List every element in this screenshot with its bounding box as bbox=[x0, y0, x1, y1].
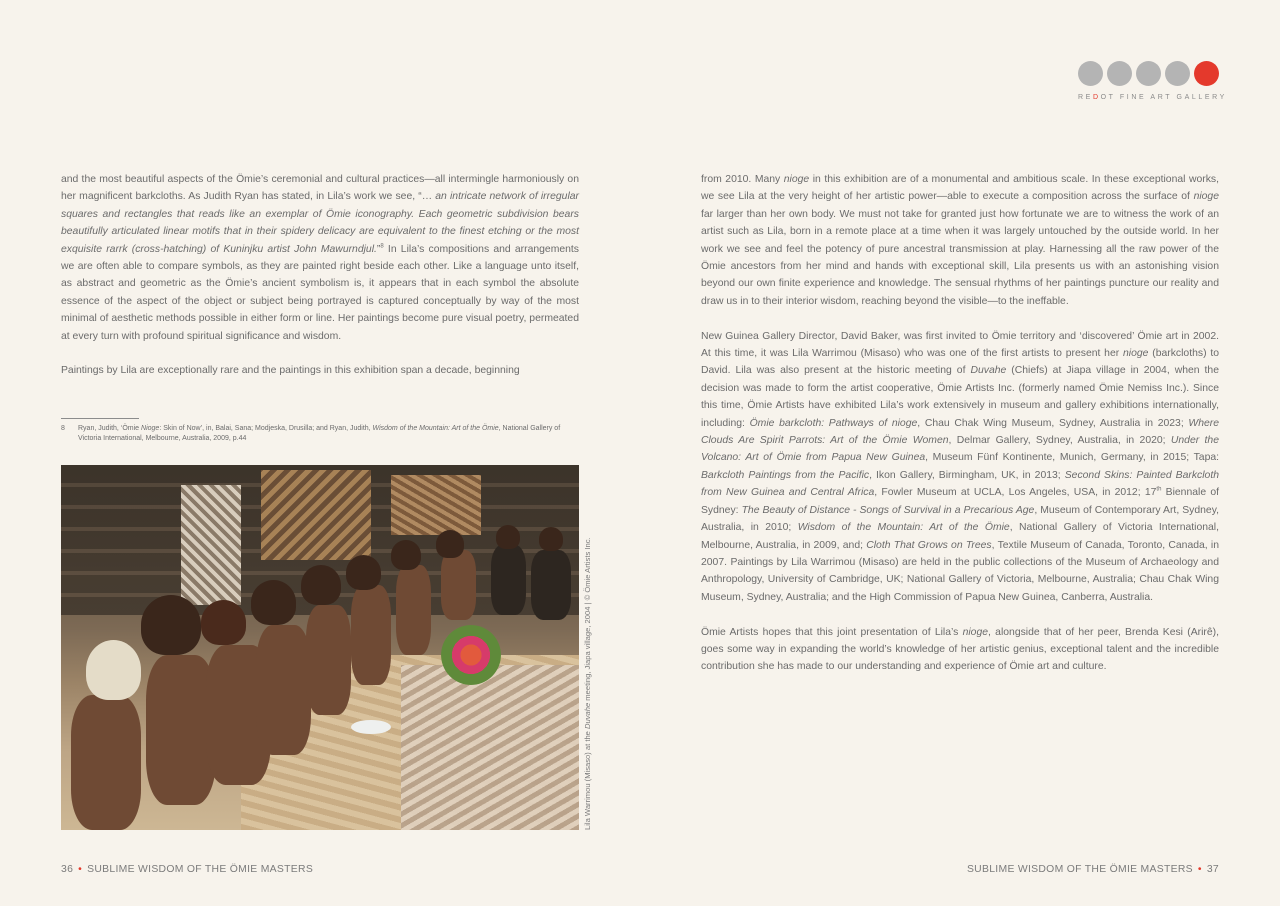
text-run: The Beauty of Distance - Songs of Survival in a Precarious Age bbox=[741, 504, 1035, 516]
text-run: Ömie Artists hopes that this joint presentation of Lila’s bbox=[701, 626, 963, 638]
text-run: nioge bbox=[783, 174, 810, 185]
text-run: nioge bbox=[962, 626, 989, 638]
folio-left bbox=[61, 864, 313, 875]
text-run: Biennale of Sydney: bbox=[701, 487, 1220, 516]
text-run: ” bbox=[376, 243, 381, 255]
footnote bbox=[61, 424, 579, 444]
logo-wordmark: REDOT FINE ART GALLERY bbox=[1078, 94, 1227, 101]
text-run: (barkcloths) to David. Lila was also present at the historic meeting of bbox=[701, 348, 1219, 377]
text-run: from 2010. Many bbox=[701, 174, 784, 185]
page-number: 36 bbox=[61, 864, 74, 875]
body-paragraph bbox=[701, 624, 1219, 676]
text-run: Lila Warrimou (Misaso) at the bbox=[583, 729, 592, 830]
right-column bbox=[701, 171, 1219, 676]
photo-caption bbox=[583, 465, 592, 830]
page-number: 37 bbox=[1206, 864, 1219, 875]
text-run: , National Gallery of Victoria International, Melbourne, Australia, 2009, p.44 bbox=[78, 425, 561, 442]
text-run: and the most beautiful aspects of the Ömie’s ceremonial and cultural practices—all intermingle harmoniously on her magnificent barkcloths. As Judith Ryan has stated, in Lila’s work we see, “… bbox=[61, 174, 579, 203]
text-run: , Ikon Gallery, Birmingham, UK, in 2013; bbox=[869, 469, 1065, 481]
text-run: Wisdom of the Mountain: Art of the Ömie bbox=[797, 522, 1010, 534]
text-run: , Chau Chak Wing Museum, Sydney, Australia in 2023; bbox=[917, 417, 1189, 429]
text-run: In Lila’s compositions and arrangements we are often able to compare symbols, as they are painted right beside each other. Like a language unto itself, as abstract and geometric as the Ömie’s ancient symbolism is, it appears that in each symbol the absolute essence of the aspect of the object or subject being portrayed is captured conceptually by way of the most minimal of aesthetic methods possible in either form or line. Her paintings become pure visual poetry, permeated at every turn with profound spiritual significance and wisdom. bbox=[61, 243, 579, 342]
logo-dots bbox=[1078, 61, 1220, 86]
body-paragraph bbox=[61, 171, 579, 345]
logo-dot bbox=[1107, 61, 1132, 86]
text-run: Second Skins: Painted Barkcloth from New Guinea and Central Africa bbox=[701, 469, 1219, 499]
text-run: , Fowler Museum at UCLA, Los Angeles, USA, in 2012; 17 bbox=[874, 487, 1157, 499]
footnote-rule bbox=[61, 418, 139, 419]
text-run: 8 bbox=[380, 243, 384, 250]
gallery-logo bbox=[1078, 61, 1227, 101]
text-run: , Delmar Gallery, Sydney, Australia, in 2020; bbox=[948, 435, 1171, 447]
text-run: nioge bbox=[1193, 191, 1219, 203]
text-run: : Skin of Now’, in, Balai, Sana; Modjeska, Drusilla; and Ryan, Judith, bbox=[159, 425, 373, 432]
text-run: Cloth That Grows on Trees bbox=[866, 539, 992, 551]
text-run: Ömie barkcloth: Pathways of nioge bbox=[749, 417, 918, 429]
text-run: in this exhibition are of a monumental and ambitious scale. In these exceptional works, we see Lila at the very height of her artistic power—able to execute a composition across the surface of bbox=[701, 174, 1219, 203]
folio-right bbox=[967, 864, 1219, 875]
logo-dot-red bbox=[1194, 61, 1219, 86]
text-run: , Museum Fünf Kontinente, Munich, Germany, in 2015; Tapa: bbox=[925, 452, 1220, 464]
text-run: Ryan, Judith, ‘Ömie bbox=[78, 425, 142, 432]
running-title: SUBLIME WISDOM OF THE ÖMIE MASTERS bbox=[87, 864, 314, 875]
body-paragraph bbox=[701, 328, 1219, 607]
text-run: Under the Volcano: Art of Ömie from Papua New Guinea bbox=[701, 435, 1219, 464]
text-run: Wisdom of the Mountain: Art of the Ömie bbox=[372, 425, 499, 432]
footnote-text bbox=[78, 424, 579, 444]
footnote-number: 8 bbox=[61, 425, 65, 432]
text-run: far larger than her own body. We must not take for granted just how fortunate we are to witness the work of an artist such as Lila, born in a remote place at a time when it was largely untouched by the outside world. In her work we see and feel the potency of pure ancestral transmission at play. Harnessing all the raw power of the Ömie ancestors from her mind and hands with exceptional skill, Lila presents us with an astonishing vision beyond our own finite experience and knowledge. The sensual rhythms of her paintings puncture our reality and draw us in to their interior wisdom, reaching beyond the visible—to the ineffable. bbox=[701, 208, 1219, 307]
text-run: , alongside that of her peer, Brenda Kesi (Arirê), goes some way in expanding the world’s knowledge of her artistic genius, exceptional talent and the incredible contribution she has made to our understanding and experience of Ömie art and culture. bbox=[701, 626, 1219, 673]
logo-dot bbox=[1136, 61, 1161, 86]
text-run: Paintings by Lila are exceptionally rare and the paintings in this exhibition span a decade, beginning bbox=[61, 365, 520, 377]
body-paragraph bbox=[61, 362, 579, 379]
text-run: Duvahe bbox=[583, 702, 592, 729]
running-title: SUBLIME WISDOM OF THE ÖMIE MASTERS bbox=[966, 864, 1193, 875]
body-paragraph bbox=[701, 171, 1219, 310]
text-run: , Textile Museum of Canada, Toronto, Canada, in 2007. Paintings by Lila Warrimou (Misaso) are held in the public collections of the Museum of Archaeology and Anthropology, University of Cambridge, UK; National Gallery of Victoria, Melbourne, Australia; Chau Chak Wing Museum, Sydney, Australia; and the High Commission of Papua New Guinea, Canberra, Australia. bbox=[701, 539, 1219, 603]
text-run: (Chiefs) at Jiapa village in 2004, when the decision was made to form the artist cooperative, Ömie Artists Inc. (formerly named Ömie Nemiss Inc.). Since this time, Ömie Artists have exhibited Lila’s work extensively in museum and gallery exhibitions internationally, including: bbox=[701, 365, 1219, 429]
left-column bbox=[61, 171, 579, 380]
text-run: nioge bbox=[1123, 348, 1149, 360]
text-run: Duvahe bbox=[970, 365, 1007, 377]
logo-dot bbox=[1078, 61, 1103, 86]
text-run: , National Gallery of Victoria International, Melbourne, Australia, in 2009, and; bbox=[701, 522, 1219, 551]
text-run: meeting, Jiapa village, 2004 | © Ömie Artists Inc. bbox=[583, 537, 592, 703]
text-run: New Guinea Gallery Director, David Baker, was first invited to Ömie territory and ‘discovered’ Ömie art in 2002. At this time, it was Lila Warrimou (Misaso) who was one of the first artists to present her bbox=[701, 330, 1219, 360]
folio-bullet: • bbox=[78, 864, 83, 875]
text-run: Nioge bbox=[141, 425, 160, 432]
text-run: , Museum of Contemporary Art, Sydney, Australia, in 2010; bbox=[701, 504, 1220, 534]
logo-dot bbox=[1165, 61, 1190, 86]
text-run: Barkcloth Paintings from the Pacific bbox=[701, 469, 870, 481]
photo-women-seated bbox=[61, 465, 579, 830]
text-run: an intricate network of irregular squares and rectangles that reads like an exemplar of Ömie iconography. Each geometric subdivision bears beautifully articulated linear motifs that in their spidery delicacy are equivalent to the finest etching or the most exquisite rarrk (cross-hatching) of Kuninjku artist John Mawurndjul. bbox=[61, 191, 579, 255]
text-run: th bbox=[1156, 486, 1162, 493]
folio-bullet: • bbox=[1197, 864, 1202, 875]
text-run: Where Clouds Are Spirit Parrots: Art of the Ömie Women bbox=[701, 417, 1219, 447]
